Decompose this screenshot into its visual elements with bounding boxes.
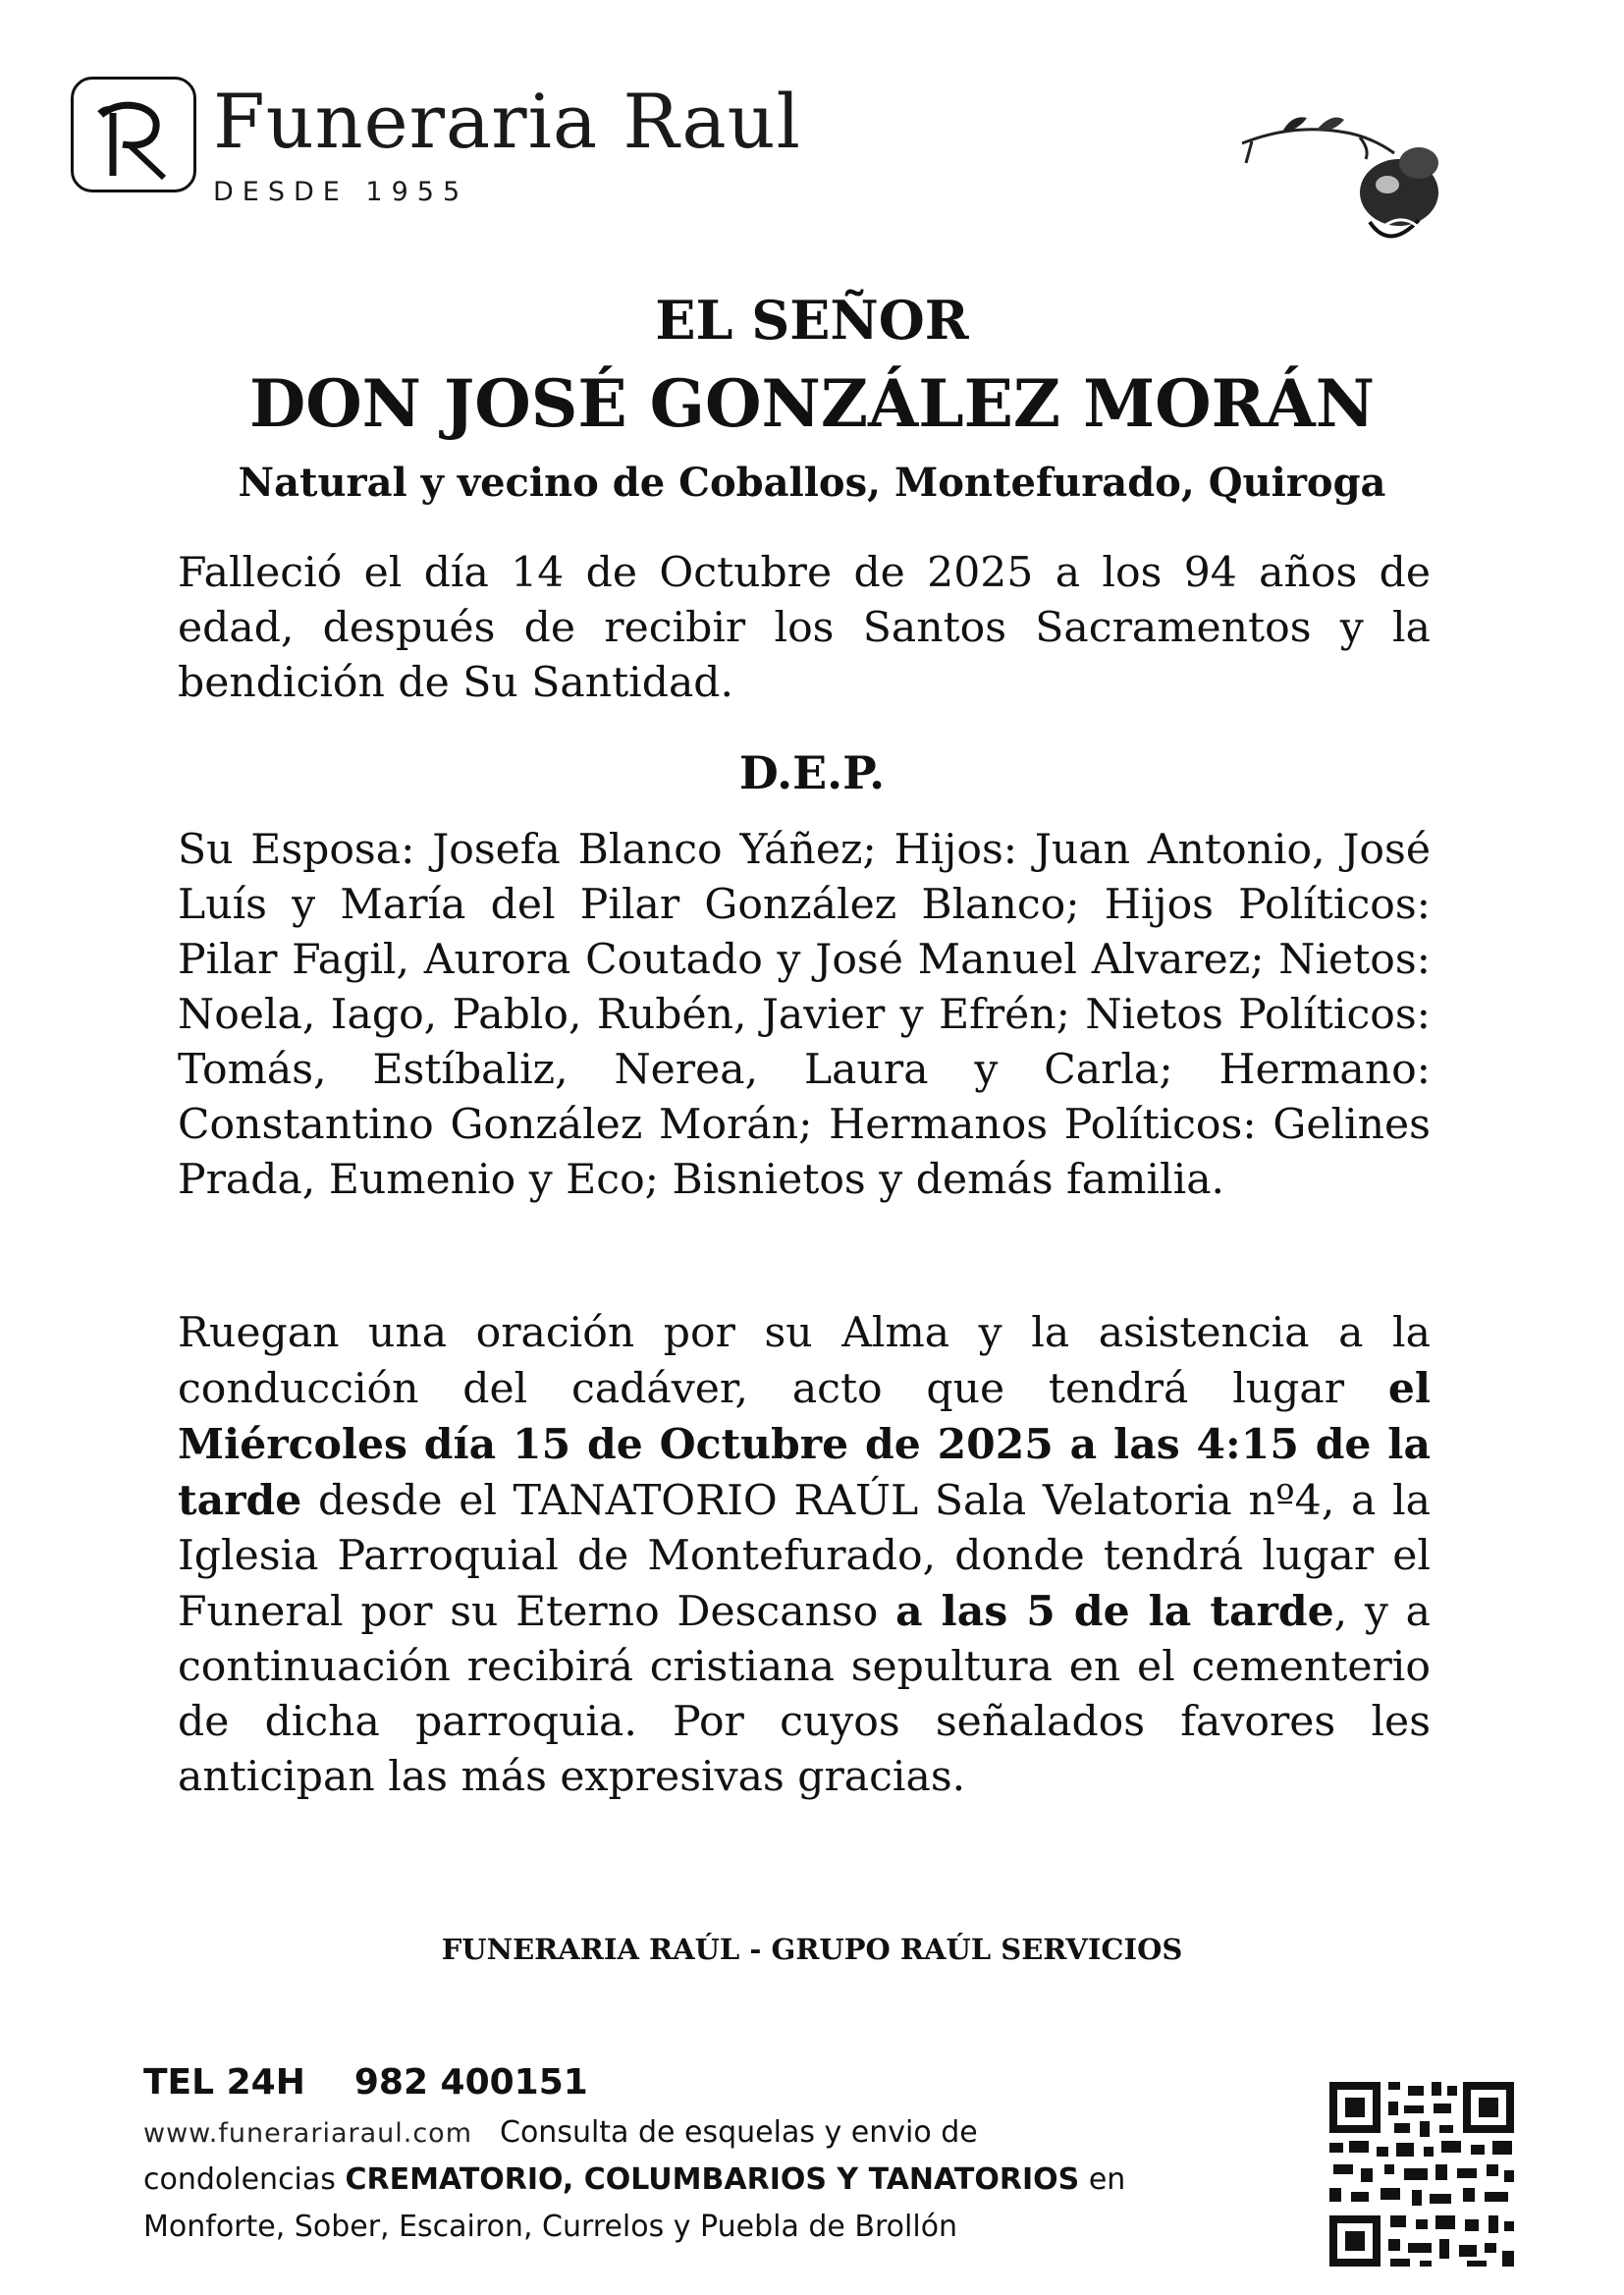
ceremony-paragraph xyxy=(178,1306,1431,1805)
services-prefix: condolencias xyxy=(143,2162,336,2197)
consult-text: Consulta de esquelas y envio de xyxy=(500,2115,978,2150)
tel-label: TEL 24H xyxy=(143,2062,305,2103)
fruit-branch-icon xyxy=(1222,94,1448,261)
locations-row: Monforte, Sober, Escairon, Currelos y Puebla de Brollón xyxy=(143,2210,958,2244)
dep-heading: D.E.P. xyxy=(738,746,886,799)
death-notice: Falleció el día 14 de Octubre de 2025 a los 94 años de edad, después de recibir los Santos Sacramentos y la bendición de Su Santidad. xyxy=(178,549,1431,707)
services-list: CREMATORIO, COLUMBARIOS Y TANATORIOS xyxy=(345,2162,1080,2197)
family-list: Su Esposa: Josefa Blanco Yáñez; Hijos: Juan Antonio, José Luís y María del Pilar González Blanco; Hijos Políticos: Pilar Fagil, Aurora Coutado y José Manuel Alvarez; Nietos: Noela, Iago, Pablo, Rubén, Javier y Efrén; Nietos Políticos: Tomás, Estíbaliz, Nerea, Laura y Carla; Hermano: Constantino González Morán; Hermanos Políticos: Gelines Prada, Eumenio y Eco; Bisnietos y demás familia. xyxy=(178,826,1431,1204)
website-row xyxy=(143,2115,1322,2162)
title: EL SEÑOR xyxy=(655,289,969,352)
funeral-time: a las 5 de la tarde xyxy=(895,1587,1334,1636)
brand-since: DESDE 1955 xyxy=(213,177,469,207)
brand-name: Funeraria Raul xyxy=(213,78,801,165)
ceremony-intro: Ruegan una oración por su Alma y la asistencia a la conducción del cadáver, acto que tendrá lugar xyxy=(178,1309,1431,1413)
services-suffix: en xyxy=(1088,2162,1126,2197)
tel-number[interactable]: 982 400151 xyxy=(353,2062,588,2103)
services-row xyxy=(143,2162,1322,2210)
deceased-name: DON JOSÉ GONZÁLEZ MORÁN xyxy=(248,365,1376,442)
phone-row xyxy=(143,2062,1322,2115)
ceremony-date-time: el Miércoles día 15 de Octubre de 2025 a las 4:15 de la tarde xyxy=(178,1364,1431,1525)
group-name: FUNERARIA RAÚL - GRUPO RAÚL SERVICIOS xyxy=(441,1933,1183,1966)
qr-code-icon[interactable] xyxy=(1326,2078,1518,2270)
ceremony-closing: , y a continuación recibirá cristiana sepultura en el cementerio de dicha parroquia. Por cuyos señalados favores les anticipan las más expresivas gracias. xyxy=(178,1588,1431,1801)
website-link[interactable]: www.funerariaraul.com xyxy=(143,2118,472,2149)
ceremony-place: desde el TANATORIO RAÚL Sala Velatoria nº4, a la Iglesia Parroquial de Montefurado, donde tendrá lugar el Funeral por su Eterno Descanso xyxy=(178,1477,1432,1636)
contact-block xyxy=(143,2062,1322,2257)
r-monogram-icon xyxy=(71,77,196,192)
origin: Natural y vecino de Coballos, Montefurado, Quiroga xyxy=(238,460,1386,506)
